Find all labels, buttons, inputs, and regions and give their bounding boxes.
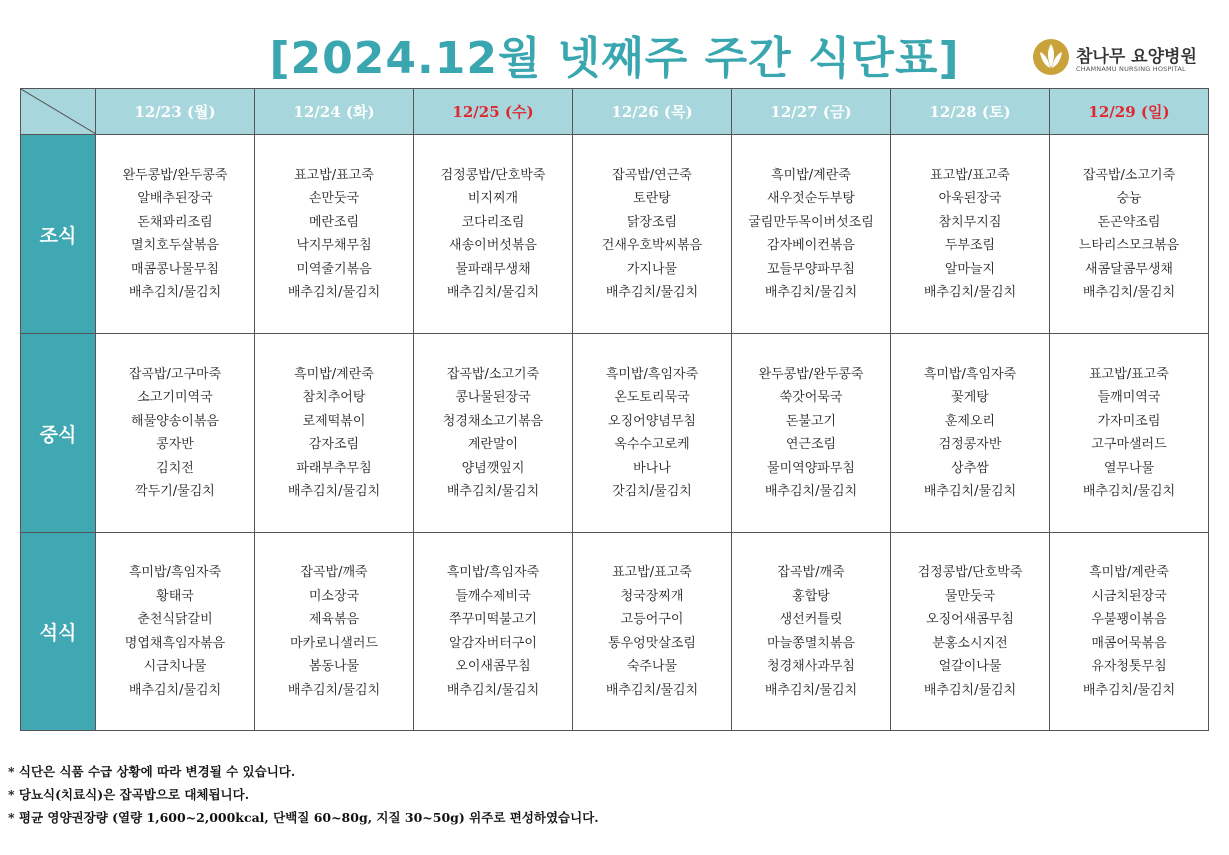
menu-item: 배추김치/물김치 [287, 285, 381, 300]
menu-item: 훈제오리 [944, 413, 996, 429]
menu-item: 오이새콤무침 [455, 659, 531, 674]
meal-label: 중식 [21, 334, 96, 533]
menu-item: 콩나물된장국 [455, 390, 531, 405]
menu-item: 춘천식닭갈비 [137, 612, 213, 627]
day-header-tue: 12/24 (화) [255, 89, 414, 135]
menu-item: 표고밥/표고죽 [294, 167, 374, 183]
menu-cell [891, 533, 1050, 731]
menu-item: 바나나 [633, 460, 671, 476]
menu-item: 계란말이 [467, 437, 519, 452]
oak-leaf-logo-icon [1032, 38, 1070, 76]
menu-item: 알배추된장국 [137, 191, 213, 206]
menu-item: 참치무지짐 [938, 214, 1002, 230]
menu-item: 깍두기/물김치 [135, 484, 215, 499]
menu-item: 잡곡밥/깨죽 [777, 565, 845, 580]
menu-item: 해물양송이볶음 [131, 413, 219, 429]
menu-cell [1050, 533, 1209, 731]
page-title: [2024.12월 넷째주 주간 식단표] [269, 33, 960, 84]
notes [8, 760, 599, 829]
menu-item: 들깨미역국 [1097, 390, 1161, 405]
menu-item: 김치전 [156, 460, 194, 476]
day-header-sun: 12/29 (일) [1050, 89, 1209, 135]
menu-item: 느타리스모크볶음 [1078, 238, 1180, 253]
menu-item: 검정콩밥/단호박죽 [917, 565, 1023, 580]
menu-item: 멸치호두살볶음 [131, 238, 219, 253]
menu-item: 새송이버섯볶음 [449, 238, 537, 253]
note-item: * 식단은 식품 수급 상황에 따라 변경될 수 있습니다. [8, 764, 296, 779]
menu-cell [573, 334, 732, 533]
menu-item: 배추김치/물김치 [605, 285, 699, 300]
menu-item: 쑥갓어묵국 [779, 390, 843, 405]
menu-item: 가자미조림 [1097, 413, 1161, 429]
menu-item: 마늘쫑멸치볶음 [767, 635, 855, 651]
menu-item: 흑미밥/계란죽 [294, 366, 374, 382]
menu-item: 온도토리묵국 [614, 390, 690, 405]
menu-item: 낙지무채무침 [296, 238, 372, 253]
menu-item: 알마늘지 [944, 261, 996, 277]
menu-item: 손만둣국 [308, 191, 360, 206]
menu-item: 옥수수고로케 [614, 437, 690, 452]
menu-item: 우불꽹이볶음 [1091, 612, 1167, 627]
note-item: * 평균 영양권장량 (열량 1,600~2,000kcal, 단백질 60~80g, 지질 30~50g) 위주로 편성하였습니다. [8, 810, 599, 825]
menu-item: 아욱된장국 [938, 191, 1002, 206]
menu-item: 꽃게탕 [951, 390, 989, 405]
menu-item: 건새우호박씨볶음 [601, 238, 703, 253]
menu-item: 표고밥/표고죽 [612, 565, 692, 580]
menu-cell [96, 135, 255, 334]
menu-item: 가지나물 [626, 261, 678, 277]
menu-item: 참치추어탕 [302, 390, 366, 405]
menu-cell [1050, 334, 1209, 533]
menu-item: 감자베이컨볶음 [767, 238, 855, 253]
menu-item: 코다리조림 [461, 214, 525, 230]
menu-item: 미소장국 [308, 588, 360, 604]
menu-cell [96, 533, 255, 731]
menu-item: 마카로니샐러드 [290, 635, 378, 651]
menu-item: 잡곡밥/소고기죽 [1082, 167, 1176, 183]
menu-item: 생선커틀릿 [779, 612, 843, 627]
meal-label: 조식 [21, 135, 96, 334]
menu-item: 연근조림 [785, 437, 837, 452]
menu-item: 숭늉 [1116, 191, 1142, 206]
menu-item: 메란조림 [308, 214, 360, 230]
menu-item: 물파래무생채 [455, 261, 531, 277]
menu-item: 제육볶음 [308, 612, 360, 627]
menu-item: 미역줄기볶음 [296, 261, 372, 277]
menu-item: 감자조림 [308, 437, 360, 452]
menu-item: 얼갈이나물 [938, 659, 1002, 674]
menu-item: 분홍소시지전 [932, 635, 1008, 651]
menu-item: 고등어구이 [620, 612, 684, 627]
menu-item: 물미역양파무침 [767, 460, 855, 476]
menu-item: 홍합탕 [792, 588, 830, 604]
day-header-wed: 12/25 (수) [414, 89, 573, 135]
menu-item: 꼬들무양파무침 [767, 261, 855, 277]
day-header-row [21, 89, 1209, 135]
menu-item: 매콤어묵볶음 [1091, 635, 1167, 651]
diagonal-line [21, 89, 96, 134]
menu-cell [891, 135, 1050, 334]
day-header-fri: 12/27 (금) [732, 89, 891, 135]
menu-item: 유자청톳무침 [1091, 659, 1167, 674]
menu-item: 소고기미역국 [137, 390, 213, 405]
menu-item: 시금치된장국 [1091, 588, 1167, 604]
menu-item: 흑미밥/계란죽 [1089, 565, 1169, 580]
meal-label: 석식 [21, 533, 96, 731]
day-header-sat: 12/28 (토) [891, 89, 1050, 135]
menu-item: 시금치나물 [143, 659, 207, 674]
menu-item: 쭈꾸미떡불고기 [449, 612, 537, 627]
menu-cell [573, 135, 732, 334]
menu-item: 비지찌개 [467, 191, 519, 206]
menu-item: 파래부추무침 [296, 460, 372, 476]
menu-cell [414, 135, 573, 334]
menu-item: 새콤달콤무생채 [1085, 261, 1173, 277]
menu-item: 잡곡밥/고구마죽 [128, 366, 222, 382]
menu-item: 배추김치/물김치 [764, 682, 858, 698]
menu-item: 흑미밥/계란죽 [771, 167, 851, 183]
menu-item: 굴림만두목이버섯조림 [748, 214, 874, 230]
meal-row-lunch [21, 334, 1209, 533]
menu-item: 배추김치/물김치 [764, 484, 858, 499]
menu-cell [255, 334, 414, 533]
menu-item: 물만둣국 [944, 588, 996, 604]
menu-item: 상추쌈 [951, 460, 989, 476]
menu-item: 흑미밥/흑임자죽 [128, 565, 222, 580]
menu-cell [414, 533, 573, 731]
menu-item: 흑미밥/흑임자죽 [605, 366, 699, 382]
menu-item: 로제떡볶이 [302, 413, 366, 429]
hospital-subtitle: CHAMNAMU NURSING HOSPITAL [1076, 65, 1186, 73]
menu-item: 청국장찌개 [620, 588, 684, 604]
menu-item: 배추김치/물김치 [446, 484, 540, 499]
menu-item: 열무나물 [1103, 460, 1155, 476]
hospital-logo [1032, 38, 1222, 82]
menu-item: 검정콩밥/단호박죽 [440, 167, 546, 183]
menu-cell [96, 334, 255, 533]
menu-item: 숙주나물 [626, 659, 678, 674]
menu-item: 배추김치/물김치 [287, 682, 381, 698]
menu-item: 양념깻잎지 [461, 460, 525, 476]
menu-item: 통우엉맛살조림 [608, 635, 696, 651]
menu-cell [573, 533, 732, 731]
menu-item: 돈불고기 [785, 413, 837, 429]
menu-item: 돈곤약조림 [1097, 214, 1161, 230]
menu-item: 갓김치/물김치 [612, 484, 692, 499]
menu-item: 고구마샐러드 [1091, 437, 1167, 452]
meal-row-dinner [21, 533, 1209, 731]
menu-item: 닭장조림 [626, 214, 678, 230]
menu-cell [891, 334, 1050, 533]
day-header-mon: 12/23 (월) [96, 89, 255, 135]
menu-cell [732, 135, 891, 334]
corner-cell [21, 89, 96, 135]
menu-item: 들깨수제비국 [455, 588, 531, 604]
menu-item: 청경채소고기볶음 [442, 413, 544, 429]
menu-cell [732, 334, 891, 533]
menu-item: 봄동나물 [308, 659, 360, 674]
menu-item: 배추김치/물김치 [128, 285, 222, 300]
menu-item: 청경채사과무침 [767, 659, 855, 674]
menu-item: 배추김치/물김치 [446, 682, 540, 698]
menu-item: 표고밥/표고죽 [930, 167, 1010, 183]
menu-cell [414, 334, 573, 533]
day-header-thu: 12/26 (목) [573, 89, 732, 135]
menu-item: 새우젓순두부탕 [767, 191, 855, 206]
menu-item: 명엽채흑임자볶음 [124, 635, 226, 651]
menu-cell [732, 533, 891, 731]
menu-item: 흑미밥/흑임자죽 [446, 565, 540, 580]
menu-item: 배추김치/물김치 [923, 285, 1017, 300]
menu-item: 배추김치/물김치 [1082, 484, 1176, 499]
menu-cell [255, 533, 414, 731]
menu-item: 두부조림 [944, 238, 996, 253]
menu-item: 잡곡밥/연근죽 [612, 167, 692, 183]
menu-item: 배추김치/물김치 [923, 484, 1017, 499]
weekly-menu-table [20, 88, 1209, 731]
menu-item: 잡곡밥/소고기죽 [446, 366, 540, 382]
menu-item: 콩자반 [156, 437, 194, 452]
menu-item: 배추김치/물김치 [923, 682, 1017, 698]
menu-cell [1050, 135, 1209, 334]
menu-item: 매콤콩나물무침 [131, 261, 219, 277]
menu-item: 오징어새콤무침 [926, 612, 1014, 627]
menu-item: 배추김치/물김치 [287, 484, 381, 499]
menu-item: 토란탕 [633, 191, 671, 206]
menu-item: 배추김치/물김치 [128, 682, 222, 698]
menu-cell [255, 135, 414, 334]
menu-item: 완두콩밥/완두콩죽 [122, 167, 228, 183]
note-item: * 당뇨식(치료식)은 잡곡밥으로 대체됩니다. [8, 787, 250, 802]
menu-item: 오징어양념무침 [608, 413, 696, 429]
menu-item: 배추김치/물김치 [1082, 682, 1176, 698]
menu-item: 표고밥/표고죽 [1089, 366, 1169, 382]
menu-item: 검정콩자반 [938, 437, 1002, 452]
menu-item: 흑미밥/흑임자죽 [923, 366, 1017, 382]
menu-item: 돈채꽈리조림 [137, 214, 213, 230]
menu-item: 완두콩밥/완두콩죽 [758, 366, 864, 382]
menu-item: 배추김치/물김치 [605, 682, 699, 698]
menu-item: 배추김치/물김치 [764, 285, 858, 300]
hospital-name: 참나무 요양병원 [1076, 47, 1197, 67]
menu-item: 배추김치/물김치 [1082, 285, 1176, 300]
menu-item: 알감자버터구이 [449, 635, 537, 651]
menu-item: 배추김치/물김치 [446, 285, 540, 300]
meal-row-breakfast [21, 135, 1209, 334]
menu-item: 황태국 [156, 588, 194, 604]
menu-item: 잡곡밥/깨죽 [300, 565, 368, 580]
